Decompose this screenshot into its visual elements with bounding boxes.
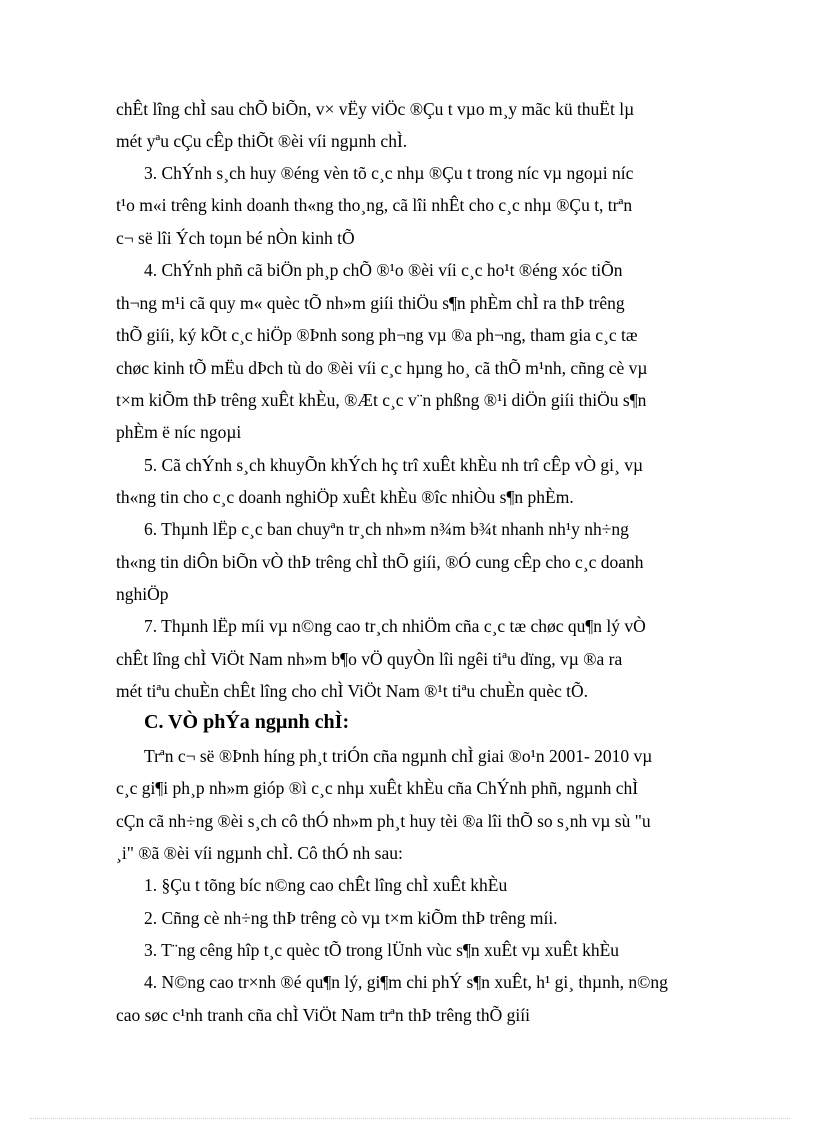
text-line: cao søc c¹nh tranh cña chÌ ViÖt Nam trªn thÞ trêng thÕ giíi xyxy=(116,1005,531,1025)
text-line: phÈm ë níc ngoµi xyxy=(116,422,242,442)
text-line: thÕ giíi, ký kÕt c¸c hiÖp ®Þnh song ph¬ng vµ ®a ph¬ng, tham gia c¸c tæ xyxy=(116,325,638,345)
text-line: 7. Thµnh lËp míi vµ n©ng cao tr¸ch nhiÖm cña c¸c tæ chøc qu¶n lý vÒ xyxy=(144,616,646,636)
text-line: chÊt lîng chÌ sau chÕ biÕn, v× vËy viÖc ®Çu t vµo m¸y mãc kü thuËt lµ xyxy=(116,99,635,119)
text-line: 5. Cã chÝnh s¸ch khuyÕn khÝch hç trî xuÊt khÈu nh trî cÊp vÒ gi¸ vµ xyxy=(144,455,644,475)
text-line: mét yªu cÇu cÊp thiÕt ®èi víi ngµnh chÌ. xyxy=(116,131,408,151)
text-line: mét tiªu chuÈn chÊt lîng cho chÌ ViÖt Nam ®¹t tiªu chuÈn quèc tÕ. xyxy=(116,681,589,701)
text-line: chøc kinh tÕ mËu dÞch tù do ®èi víi c¸c hµng ho¸ cã thÕ m¹nh, cñng cè vµ xyxy=(116,358,648,378)
text-line: cÇn cã nh÷ng ®èi s¸ch cô thÓ nh»m ph¸t huy tèi ®a lîi thÕ so s¸nh vµ sù "u xyxy=(116,811,651,831)
text-line: 6. Thµnh lËp c¸c ban chuyªn tr¸ch nh»m n¾m b¾t nhanh nh¹y nh÷ng xyxy=(144,519,629,539)
text-line: th«ng tin cho c¸c doanh nghiÖp xuÊt khÈu ®îc nhiÒu s¶n phÈm. xyxy=(116,487,574,507)
text-line: chÊt lîng chÌ ViÖt Nam nh»m b¶o vÖ quyÒn lîi ngêi tiªu dïng, vµ ®a ra xyxy=(116,649,623,669)
text-line: th«ng tin diÔn biÕn vÒ thÞ trêng chÌ thÕ giíi, ®Ó cung cÊp cho c¸c doanh xyxy=(116,552,644,572)
text-line: th¬ng m¹i cã quy m« quèc tÕ nh»m giíi thiÖu s¶n phÈm chÌ ra thÞ trêng xyxy=(116,293,625,313)
text-line: ¸i" ®ã ®èi víi ngµnh chÌ. Cô thÓ nh sau: xyxy=(116,843,403,863)
text-line: c¬ së lîi Ých toµn bé nÒn kinh tÕ xyxy=(116,228,355,248)
text-line: 3. T¨ng cêng hîp t¸c quèc tÕ trong lÜnh vùc s¶n xuÊt vµ xuÊt khÈu xyxy=(144,940,620,960)
text-line: 3. ChÝnh s¸ch huy ®éng vèn tõ c¸c nhµ ®Çu t trong níc vµ ngoµi níc xyxy=(144,163,634,183)
text-line: Trªn c¬ së ®Þnh híng ph¸t triÓn cña ngµnh chÌ giai ®o¹n 2001- 2010 vµ xyxy=(144,746,653,766)
text-line: nghiÖp xyxy=(116,584,169,604)
text-line: t¹o m«i trêng kinh doanh th«ng tho¸ng, cã lîi nhÊt cho c¸c nhµ ®Çu t, trªn xyxy=(116,195,633,215)
text-line: 4. ChÝnh phñ cã biÖn ph¸p chÕ ®¹o ®èi víi c¸c ho¹t ®éng xóc tiÕn xyxy=(144,260,623,280)
text-line: c¸c gi¶i ph¸p nh»m gióp ®ì c¸c nhµ xuÊt khÈu cña ChÝnh phñ, ngµnh chÌ xyxy=(116,778,639,798)
section-heading: C. VÒ phÝa ngµnh chÌ: xyxy=(144,711,350,733)
text-line: 1. §Çu t tõng bíc n©ng cao chÊt lîng chÌ xuÊt khÈu xyxy=(144,875,508,895)
text-line: 2. Cñng cè nh÷ng thÞ trêng cò vµ t×m kiÕm thÞ trêng míi. xyxy=(144,908,558,928)
page-bottom-divider xyxy=(30,1118,790,1119)
text-line: t×m kiÕm thÞ trêng xuÊt khÈu, ®Æt c¸c v¨n phßng ®¹i diÖn giíi thiÖu s¶n xyxy=(116,390,647,410)
text-line: 4. N©ng cao tr×nh ®é qu¶n lý, gi¶m chi phÝ s¶n xuÊt, h¹ gi¸ thµnh, n©ng xyxy=(144,972,668,992)
